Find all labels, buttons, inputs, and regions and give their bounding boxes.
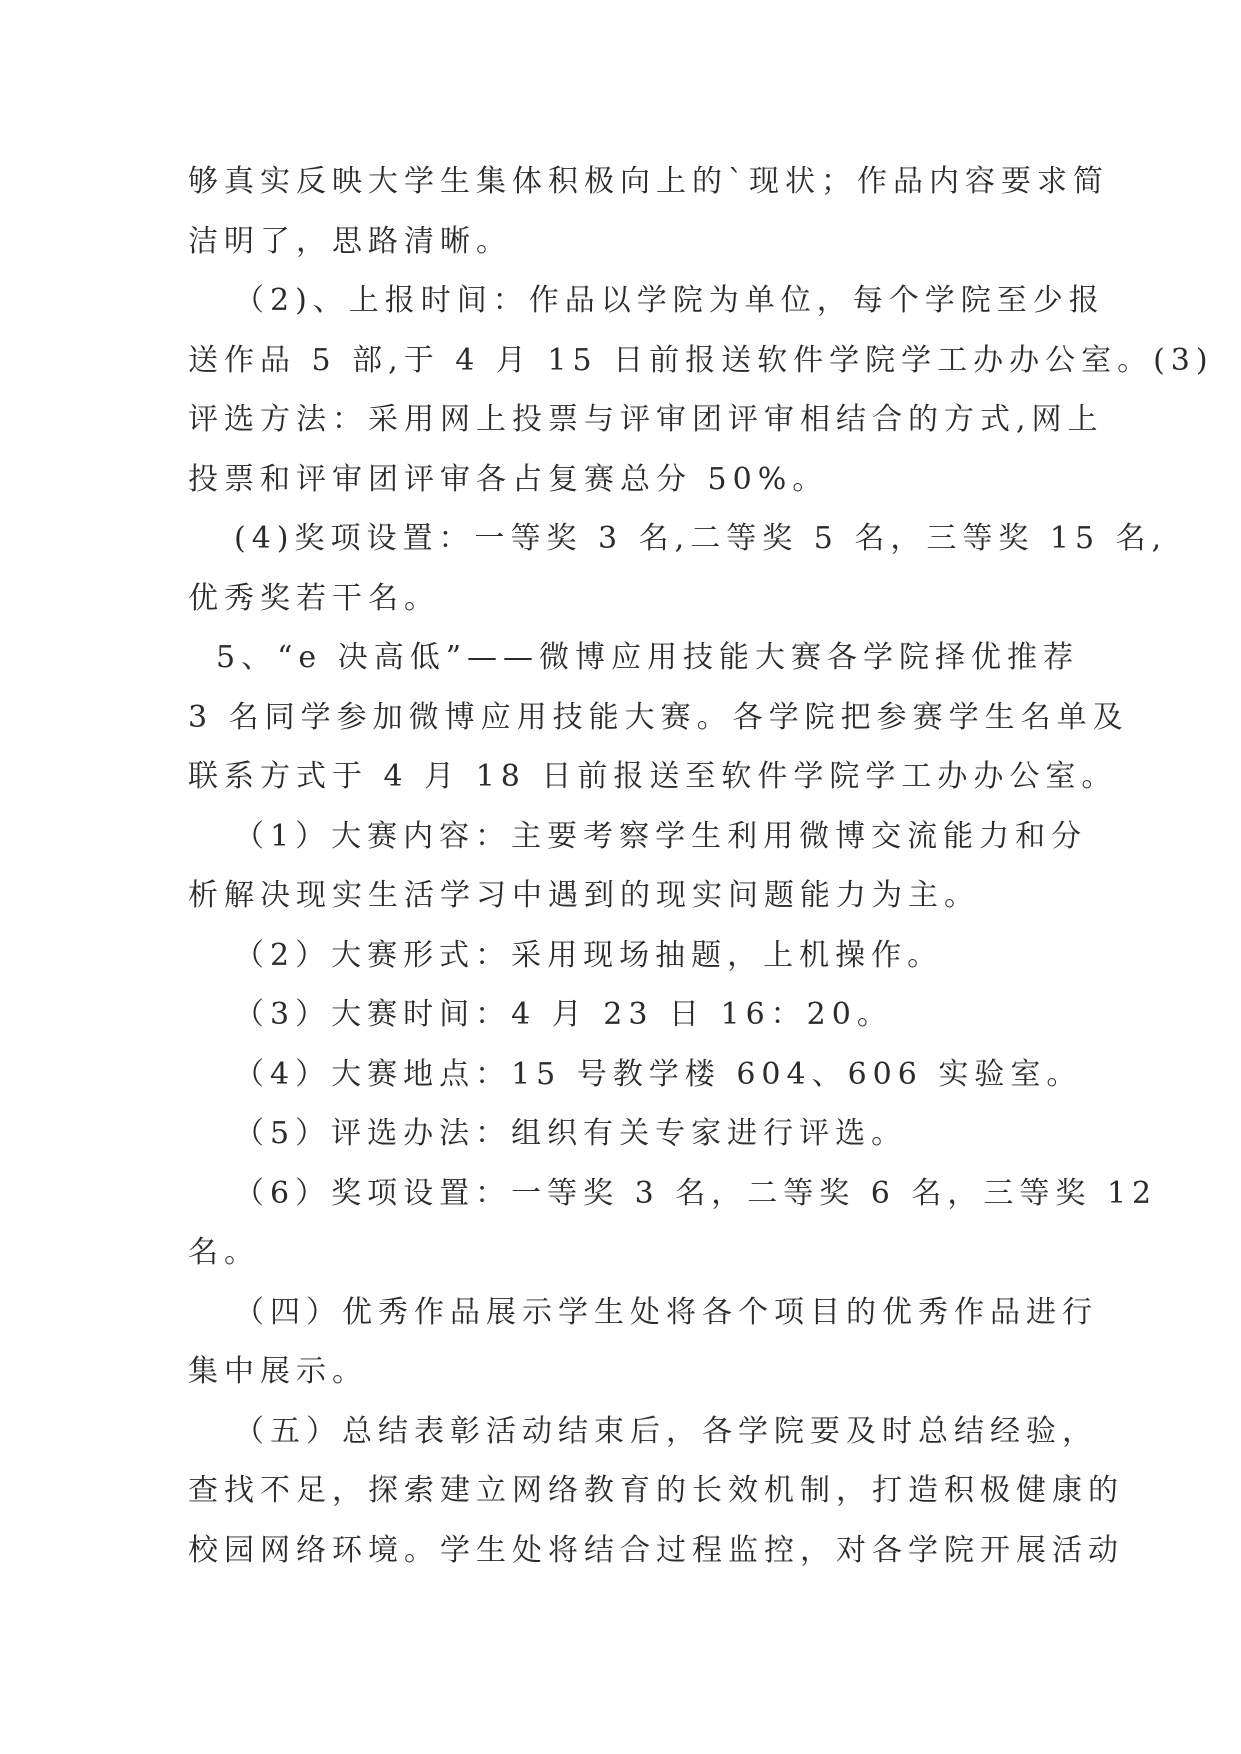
text-line: 3 名同学参加微博应用技能大赛。各学院把参赛学生名单及 xyxy=(188,699,1129,735)
text-line: 名。 xyxy=(188,1235,260,1270)
text-line: （2）大赛形式：采用现场抽题，上机操作。 xyxy=(234,937,944,973)
text-line: 投票和评审团评审各占复赛总分 50%。 xyxy=(188,461,829,497)
text-line: 够真实反映大学生集体积极向上的`现状；作品内容要求简 xyxy=(188,164,1109,199)
text-line: 评选方法：采用网上投票与评审团评审相结合的方式,网上 xyxy=(188,402,1104,437)
text-line: (4)奖项设置：一等奖 3 名,二等奖 5 名，三等奖 15 名, xyxy=(234,521,1168,556)
text-line: （四）优秀作品展示学生处将各个项目的优秀作品进行 xyxy=(234,1294,1098,1330)
text-line: 集中展示。 xyxy=(188,1354,368,1389)
text-line: 送作品 5 部,于 4 月 15 日前报送软件学院学工办办公室。(3) xyxy=(188,342,1214,378)
text-line: （1）大赛内容：主要考察学生利用微博交流能力和分 xyxy=(234,818,1088,854)
text-line: （4）大赛地点：15 号教学楼 604、606 实验室。 xyxy=(234,1056,1083,1092)
text-line: 查找不足，探索建立网络教育的长效机制，打造积极健康的 xyxy=(188,1473,1124,1508)
text-line: （5）评选办法：组织有关专家进行评选。 xyxy=(234,1116,908,1151)
text-line: 校园网络环境。学生处将结合过程监控，对各学院开展活动 xyxy=(188,1532,1124,1568)
text-line: 5、“e 决高低”——微博应用技能大赛各学院择优推荐 xyxy=(216,640,1080,675)
text-line: （2)、上报时间：作品以学院为单位，每个学院至少报 xyxy=(234,283,1105,318)
text-line: （五）总结表彰活动结束后，各学院要及时总结经验， xyxy=(234,1413,1098,1449)
text-line: （6）奖项设置：一等奖 3 名，二等奖 6 名，三等奖 12 xyxy=(234,1175,1158,1211)
text-line: 洁明了，思路清晰。 xyxy=(188,223,512,259)
text-line: 析解决现实生活学习中遇到的现实问题能力为主。 xyxy=(188,878,980,913)
text-line: 联系方式于 4 月 18 日前报送至软件学院学工办办公室。 xyxy=(188,759,1118,794)
text-line: （3）大赛时间：4 月 23 日 16：20。 xyxy=(234,997,893,1032)
text-line: 优秀奖若干名。 xyxy=(188,580,440,616)
document-body xyxy=(188,152,1214,1580)
